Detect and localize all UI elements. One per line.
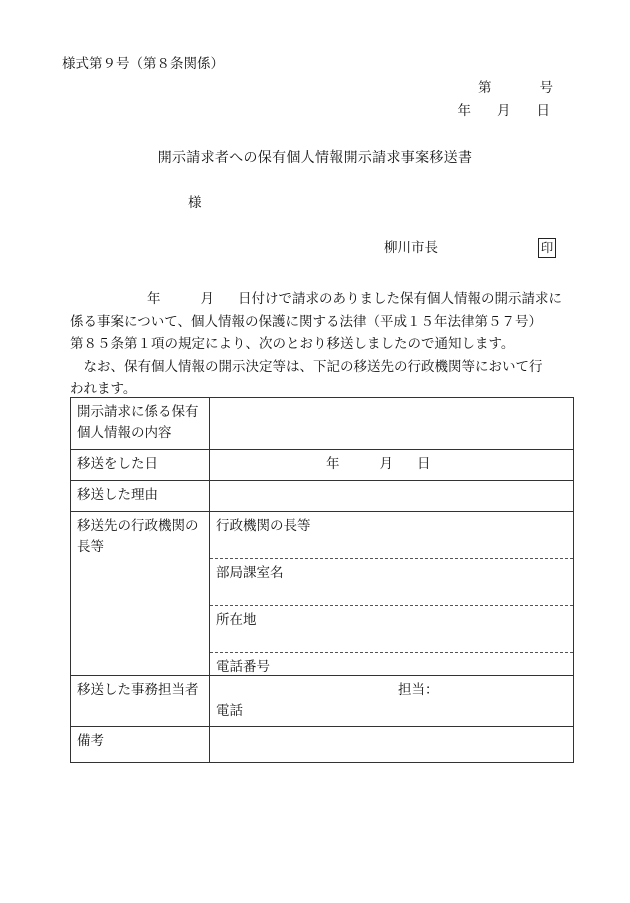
body-text (70, 288, 575, 401)
issuer-name: 柳川市長 (384, 240, 438, 256)
destination-address[interactable]: 所在地 (210, 606, 573, 653)
staff-contact: 担当： (398, 682, 439, 698)
table-row-remarks (71, 727, 574, 763)
destination-phone[interactable]: 電話番号 (216, 659, 270, 675)
body-line-1 (70, 288, 575, 311)
value-destination (210, 512, 574, 676)
body-year: 年 (147, 291, 161, 307)
table-row-transfer-date (71, 450, 574, 481)
table-row-staff (71, 676, 574, 727)
label-staff: 移送した事務担当者 (71, 676, 210, 727)
doc-no-suffix: 号 (539, 80, 553, 96)
value-reason[interactable] (210, 481, 574, 512)
label-transfer-date: 移送をした日 (71, 450, 210, 481)
body-line-4: なお、保有個人情報の開示決定等は、下記の移送先の行政機関等において行 (70, 358, 543, 375)
destination-head[interactable]: 行政機関の長等 (210, 512, 573, 559)
seal-mark: 印 (538, 238, 556, 258)
value-staff[interactable] (210, 676, 574, 727)
table-row-destination (71, 512, 574, 676)
transfer-info-table (70, 397, 574, 763)
transfer-year: 年 (326, 456, 340, 472)
document-number (478, 82, 553, 96)
body-line-5: われます。 (70, 381, 137, 397)
transfer-day: 日 (417, 456, 431, 472)
transfer-month: 月 (379, 456, 393, 472)
doc-no-prefix: 第 (478, 80, 492, 96)
body-line-2: 係る事案について、個人情報の保護に関する法律（平成１５年法律第５７号） (70, 313, 542, 330)
date-month: 月 (497, 103, 511, 119)
document-title: 開示請求者への保有個人情報開示請求事案移送書 (157, 150, 473, 166)
table-row-reason (71, 481, 574, 512)
value-remarks[interactable] (210, 727, 574, 763)
body-line-1-rest: 日付けで請求のありました保有個人情報の開示請求に (238, 291, 562, 307)
table-row-content (71, 398, 574, 450)
staff-phone: 電話 (216, 703, 243, 719)
label-content: 開示請求に係る保有個人情報の内容 (71, 398, 210, 450)
form-number: 様式第９号（第８条関係） (62, 56, 224, 72)
document-date (458, 105, 551, 119)
label-reason: 移送した理由 (71, 481, 210, 512)
label-remarks: 備考 (71, 727, 210, 763)
body-month: 月 (200, 291, 214, 307)
value-content[interactable] (210, 398, 574, 450)
value-transfer-date[interactable] (210, 450, 574, 481)
recipient-honorific: 様 (188, 195, 202, 211)
body-line-3: 第８５条第１項の規定により、次のとおり移送しましたので通知します。 (70, 336, 515, 352)
destination-department[interactable]: 部局課室名 (210, 559, 573, 606)
date-day: 日 (536, 103, 550, 119)
date-year: 年 (457, 103, 471, 119)
label-destination: 移送先の行政機関の長等 (71, 512, 210, 676)
